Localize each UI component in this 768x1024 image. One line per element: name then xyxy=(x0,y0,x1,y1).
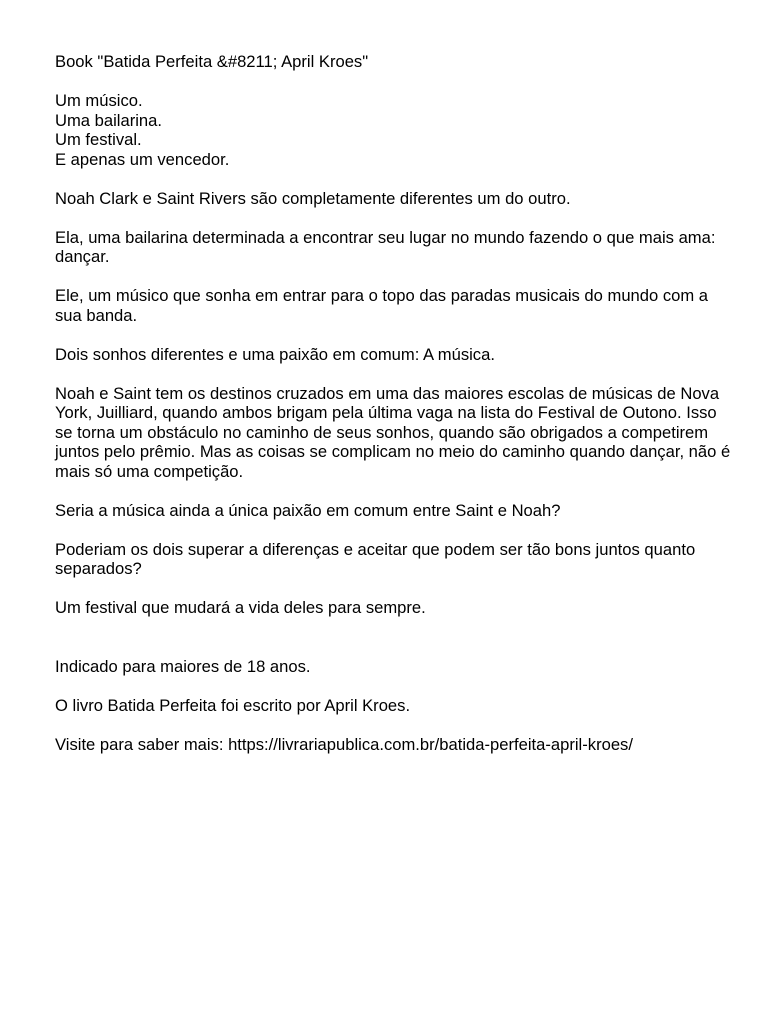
synopsis-paragraph: Dois sonhos diferentes e uma paixão em comum: A música. xyxy=(55,344,495,364)
synopsis-paragraph: Ele, um músico que sonha em entrar para o topo das paradas musicais do mundo com a sua banda. xyxy=(55,286,709,325)
tagline-line: Um músico. xyxy=(55,91,143,110)
tagline-line: Um festival. xyxy=(55,130,142,149)
synopsis-paragraph: Um festival que mudará a vida deles para sempre. xyxy=(55,598,426,617)
synopsis-paragraph: Noah e Saint tem os destinos cruzados em uma das maiores escolas de músicas de Nova York, Juilliard, quando ambos brigam pela última vaga na lista do Festival de Outono. Isso se torna um obstáculo no caminho de seus sonhos, quando são obrigados a competirem juntos pelo prêmio. Mas as coisas se complicam no meio do caminho quando dançar, não é mais só uma competição. xyxy=(55,383,731,481)
visit-link[interactable]: Visite para saber mais: https://livrariapublica.com.br/batida-perfeita-april-kroes/ xyxy=(55,734,633,754)
document-body xyxy=(55,52,735,774)
age-rating: Indicado para maiores de 18 anos. xyxy=(55,656,311,676)
tagline-line: Uma bailarina. xyxy=(55,110,162,130)
tagline-line: E apenas um vencedor. xyxy=(55,149,230,169)
document-title: Book "Batida Perfeita &#8211; April Kroes" xyxy=(55,52,369,71)
synopsis-paragraph: Noah Clark e Saint Rivers são completamente diferentes um do outro. xyxy=(55,188,571,208)
synopsis-paragraph: Poderiam os dois superar a diferenças e aceitar que podem ser tão bons juntos quanto separados? xyxy=(55,539,696,578)
synopsis-paragraph: Ela, uma bailarina determinada a encontrar seu lugar no mundo fazendo o que mais ama: dançar. xyxy=(55,227,716,266)
tagline xyxy=(55,91,735,169)
synopsis-paragraph: Seria a música ainda a única paixão em comum entre Saint e Noah? xyxy=(55,500,561,520)
author-line: O livro Batida Perfeita foi escrito por April Kroes. xyxy=(55,695,411,715)
